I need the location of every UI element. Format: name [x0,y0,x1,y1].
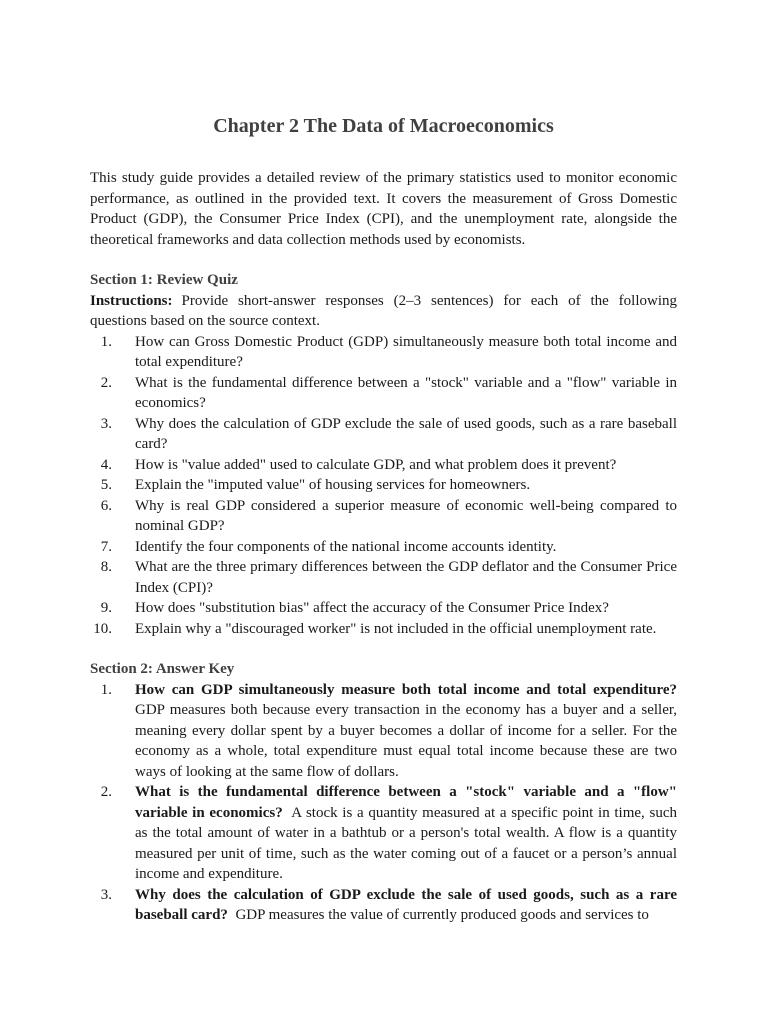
quiz-question [90,373,677,414]
question-text: Explain why a "discouraged worker" is not included in the official unemployment rate. [135,620,657,637]
question-number: 4. [100,456,112,473]
question-text: What is the fundamental difference between a "stock" variable and a "flow" variable in economics? [135,374,677,411]
section-2-heading: Section 2: Answer Key [90,661,235,677]
instructions-label: Instructions: [90,292,173,309]
answer-item [90,782,677,885]
section-1-heading: Section 1: Review Quiz [90,272,238,288]
answer-text: GDP measures the value of currently produced goods and services to [235,907,649,923]
question-number: 1. [100,333,112,350]
quiz-question [90,619,677,640]
answer-number: 2. [100,784,112,800]
question-text: Why is real GDP considered a superior measure of economic well-being compared to nominal GDP? [135,497,677,534]
quiz-question [90,455,677,476]
question-number: 7. [100,538,112,555]
question-number: 2. [100,374,112,391]
quiz-question [90,598,677,619]
quiz-question [90,537,677,558]
question-text: Explain the "imputed value" of housing services for homeowners. [135,477,531,493]
question-number: 6. [100,497,112,514]
answer-question: What is the fundamental difference between a "stock" variable and a "flow" variable in economics? [135,784,677,821]
answer-number: 1. [100,681,112,698]
review-quiz-list [90,332,677,640]
quiz-question [90,496,677,537]
quiz-question [90,557,677,598]
question-text: How can Gross Domestic Product (GDP) simultaneously measure both total income and total expenditure? [135,333,677,370]
page-title: Chapter 2 The Data of Macroeconomics [213,115,554,137]
question-text: What are the three primary differences between the GDP deflator and the Consumer Price Index (CPI)? [135,559,677,596]
answer-item [90,885,677,926]
question-number: 5. [100,477,112,493]
answer-number: 3. [100,886,112,903]
question-number: 10. [93,620,112,637]
instructions-paragraph [90,291,677,332]
question-text: Why does the calculation of GDP exclude the sale of used goods, such as a rare baseball card? [135,415,677,452]
answer-question: Why does the calculation of GDP exclude the sale of used goods, such as a rare baseball card? [135,886,677,923]
answer-text: GDP measures both because every transaction in the economy has a buyer and a seller, meaning every dollar spent by a buyer becomes a dollar of income for a seller. For the economy as a whole, total expenditure must equal total income because these are two ways of looking at the same flow of dollars. [135,702,677,780]
quiz-question [90,332,677,373]
intro-paragraph: This study guide provides a detailed review of the primary statistics used to monitor economic performance, as outlined in the provided text. It covers the measurement of Gross Domestic Product (GDP), the Consumer Price Index (CPI), and the unemployment rate, alongside the theoretical frameworks and data collection methods used by economists. [90,170,677,248]
question-number: 9. [100,600,112,616]
question-number: 3. [100,415,112,432]
answer-question: How can GDP simultaneously measure both total income and total expenditure? [135,681,677,698]
question-text: How does "substitution bias" affect the accuracy of the Consumer Price Index? [135,600,609,616]
quiz-question [90,475,677,496]
answer-key-list [90,680,677,926]
answer-text: A stock is a quantity measured at a specific point in time, such as the total amount of water in a bathtub or a person's total wealth. A flow is a quantity measured per unit of time, such as the water coming out of a faucet or a person’s annual income and expenditure. [135,804,677,882]
question-number: 8. [100,559,112,575]
question-text: How is "value added" used to calculate GDP, and what problem does it prevent? [135,456,617,473]
answer-item [90,680,677,783]
instructions-text: Provide short-answer responses (2–3 sentences) for each of the following questions based on the source context. [90,292,677,329]
question-text: Identify the four components of the national income accounts identity. [135,538,557,555]
quiz-question [90,414,677,455]
